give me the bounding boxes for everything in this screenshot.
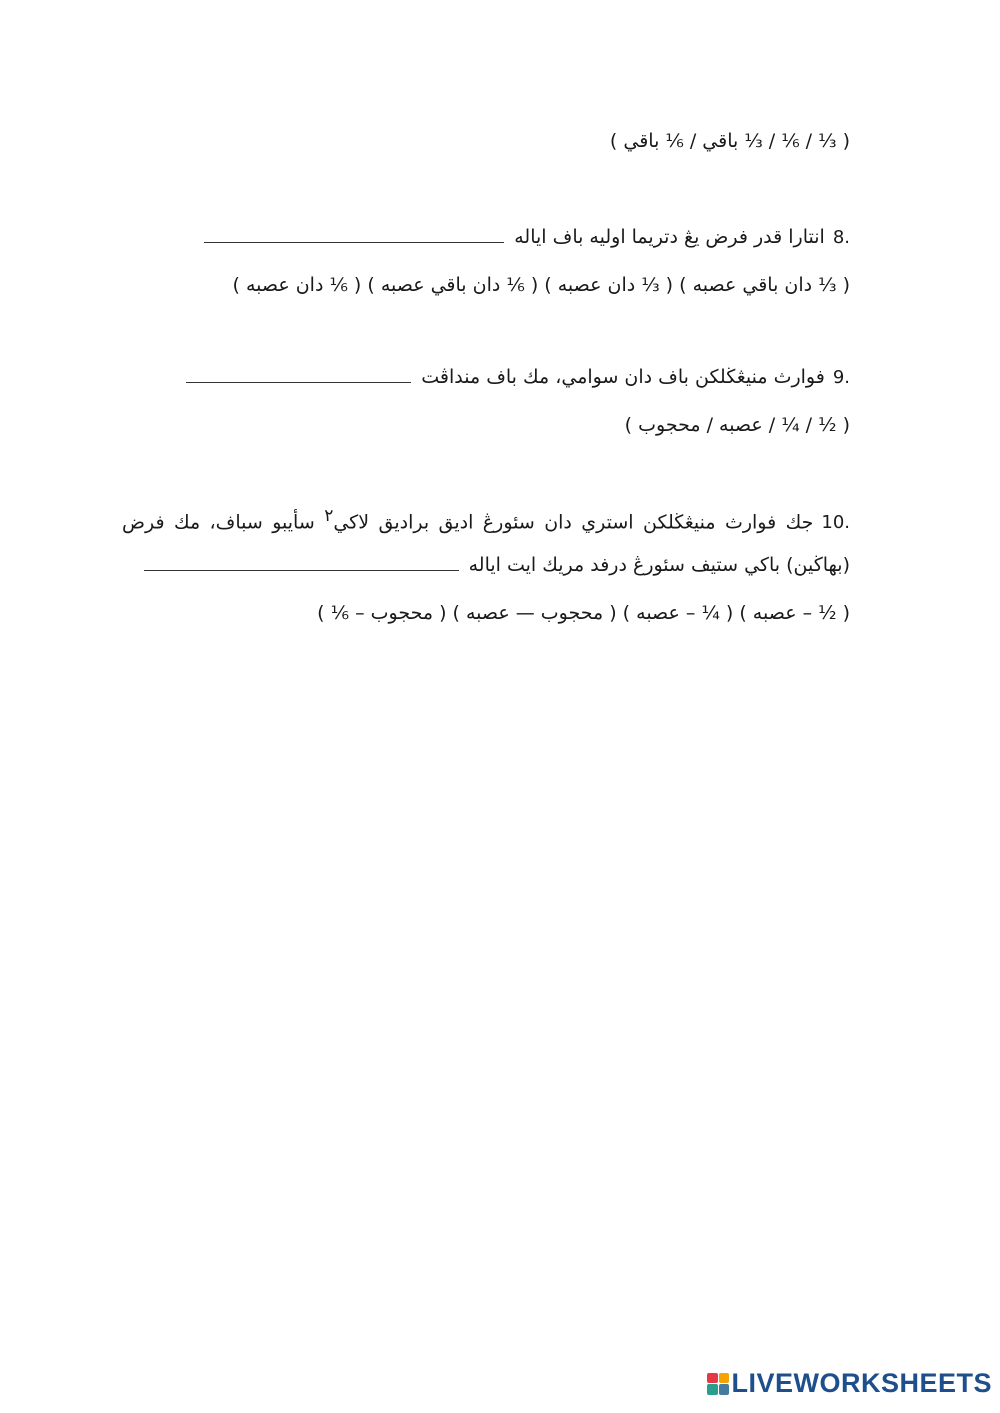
q10-superscript: ٢ bbox=[324, 506, 334, 526]
q9-question bbox=[186, 366, 850, 388]
logo-text: LIVEWORKSHEETS bbox=[731, 1368, 992, 1398]
q9-answer-blank[interactable] bbox=[186, 381, 411, 383]
q10-options: ( ½ – عصبه ) ( ¼ – عصبه ) ( محجوب — عصبه ) ( محجوب – ⅙ ) bbox=[317, 602, 850, 624]
q10-text-line1: جك فوارث منيڠڬلكن استري دان سئورڠ اديق براديق لاکي bbox=[333, 511, 814, 534]
q8-answer-blank[interactable] bbox=[204, 241, 504, 243]
q8-text: انتارا قدر فرض يڠ دتريما اوليه باف اياله bbox=[514, 226, 825, 248]
q10-number: 10. bbox=[821, 512, 851, 534]
q7-options: ( ⅓ / ⅙ / ⅓ باقي / ⅙ باقي ) bbox=[609, 130, 850, 152]
q8-question bbox=[204, 226, 850, 248]
liveworksheets-logo-icon bbox=[707, 1373, 729, 1395]
q10-text-line1-end: سأيبو سباف، مك فرض bbox=[122, 511, 315, 534]
q10-text-line2: (بهاڬين) باکي ستيف سئورڠ درفد مريك ايت اياله bbox=[468, 554, 850, 576]
q8-number: 8. bbox=[832, 227, 850, 248]
q9-options: ( ½ / ¼ / عصبه / محجوب ) bbox=[624, 414, 850, 436]
q9-number: 9. bbox=[832, 367, 850, 388]
liveworksheets-logo bbox=[707, 1368, 992, 1399]
q10-question-line1 bbox=[122, 506, 850, 533]
q9-text: فوارث منيڠڬلكن باف دان سوامي، مك باف منداڤت bbox=[421, 366, 825, 388]
q10-answer-blank[interactable] bbox=[144, 569, 459, 571]
q8-options: ( ⅓ دان باقي عصبه ) ( ⅓ دان عصبه ) ( ⅙ دان باقي عصبه ) ( ⅙ دان عصبه ) bbox=[232, 274, 850, 296]
q10-question-line2 bbox=[144, 554, 850, 576]
